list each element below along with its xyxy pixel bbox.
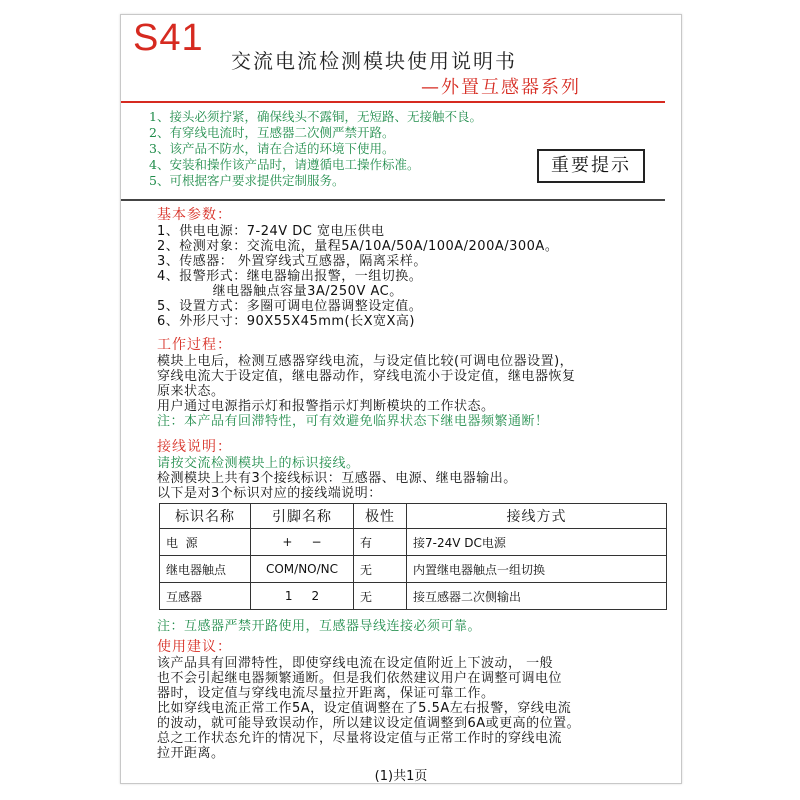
params-heading: 基本参数： <box>157 207 232 223</box>
table-header: 接线方式 <box>407 504 667 529</box>
table-row <box>160 556 667 583</box>
notice-item: 5、可根据客户要求提供定制服务。 <box>149 173 345 188</box>
process-line: 用户通过电源指示灯和报警指示灯判断模块的工作状态。 <box>157 399 495 414</box>
notice-item: 4、安装和操作该产品时，请遵循电工操作标准。 <box>149 157 420 172</box>
process-line: 模块上电后，检测互感器穿线电流，与设定值比较(可调电位器设置)， <box>157 354 574 369</box>
process-heading: 工作过程： <box>157 337 232 353</box>
advice-line: 比如穿线电流正常工作5A，设定值调整在了5.5A左右报警，穿线电流 <box>157 701 572 716</box>
notice-list <box>149 109 482 189</box>
wiring-heading: 接线说明： <box>157 439 232 455</box>
process-line: 穿线电流大于设定值，继电器动作，穿线电流小于设定值，继电器恢复 <box>157 369 576 384</box>
param-line: 5、设置方式：多圈可调电位器调整设定值。 <box>157 299 423 314</box>
manual-sheet <box>120 14 682 784</box>
table-row <box>160 529 667 556</box>
process-note: 注：本产品有回滞特性，可有效避免临界状态下继电器频繁通断！ <box>157 414 549 429</box>
page-number: (1)共1页 <box>374 769 428 784</box>
table-cell: 继电器触点 <box>160 556 251 583</box>
advice-section <box>157 639 677 761</box>
table-cell: 互感器 <box>160 583 251 610</box>
notice-item: 3、该产品不防水，请在合适的环境下使用。 <box>149 141 395 156</box>
table-cell: 有 <box>354 529 407 556</box>
document-title: 交流电流检测模块使用说明书 <box>231 49 517 73</box>
table-cell: 1 2 <box>251 583 354 610</box>
advice-line: 也不会引起继电器频繁通断。但是我们依然建议用户在调整可调电位 <box>157 671 563 686</box>
process-section <box>157 337 677 429</box>
param-line: 继电器触点容量3A/250V AC。 <box>157 284 403 299</box>
wiring-line: 检测模块上共有3个接线标识：互感器、电源、继电器输出。 <box>157 471 517 486</box>
wiring-intro: 请按交流检测模块上的标识接线。 <box>157 456 360 471</box>
document-subtitle: —外置互感器系列 <box>421 77 581 98</box>
table-cell: COM/NO/NC <box>251 556 354 583</box>
process-line: 原来状态。 <box>157 384 225 399</box>
param-line: 3、传感器： 外置穿线式互感器，隔离采样。 <box>157 254 427 269</box>
notice-box <box>121 101 665 201</box>
notice-item: 2、有穿线电流时，互感器二次侧严禁开路。 <box>149 125 395 140</box>
table-cell: 无 <box>354 583 407 610</box>
table-header: 极性 <box>354 504 407 529</box>
table-header-row <box>160 504 667 529</box>
notice-item: 1、接头必须拧紧，确保线头不露铜，无短路、无接触不良。 <box>149 109 482 124</box>
important-notice-label: 重要提示 <box>537 149 645 183</box>
param-line: 2、检测对象：交流电流，量程5A/10A/50A/100A/200A/300A。 <box>157 239 559 254</box>
wiring-note-wrap <box>157 619 677 634</box>
table-row <box>160 583 667 610</box>
table-cell: 电 源 <box>160 529 251 556</box>
wiring-note: 注：互感器严禁开路使用，互感器导线连接必须可靠。 <box>157 619 482 634</box>
advice-line: 总之工作状态允许的情况下，尽量将设定值与正常工作时的穿线电流 <box>157 731 563 746</box>
param-line: 1、供电电源：7-24V DC 宽电压供电 <box>157 224 385 239</box>
table-cell: 接互感器二次侧输出 <box>407 583 667 610</box>
table-header: 标识名称 <box>160 504 251 529</box>
param-line: 6、外形尺寸：90X55X45mm(长X宽X高) <box>157 314 415 329</box>
params-section <box>157 207 677 329</box>
table-cell: 无 <box>354 556 407 583</box>
wiring-line: 以下是对3个标识对应的接线端说明： <box>157 486 382 501</box>
advice-heading: 使用建议： <box>157 639 232 655</box>
header <box>121 15 681 99</box>
wiring-section <box>157 439 677 501</box>
table-cell: 内置继电器触点一组切换 <box>407 556 667 583</box>
advice-line: 该产品具有回滞特性，即使穿线电流在设定值附近上下波动， 一般 <box>157 656 554 671</box>
pin-table <box>159 503 667 610</box>
table-cell: 接7-24V DC电源 <box>407 529 667 556</box>
advice-line: 拉开距离。 <box>157 746 225 761</box>
model-number: S41 <box>133 17 204 59</box>
table-cell: + − <box>251 529 354 556</box>
advice-line: 器时，设定值与穿线电流尽量拉开距离，保证可靠工作。 <box>157 686 495 701</box>
advice-line: 的波动，就可能导致误动作，所以建议设定值调整到6A或更高的位置。 <box>157 716 581 731</box>
param-line: 4、报警形式：继电器输出报警，一组切换。 <box>157 269 423 284</box>
table-header: 引脚名称 <box>251 504 354 529</box>
